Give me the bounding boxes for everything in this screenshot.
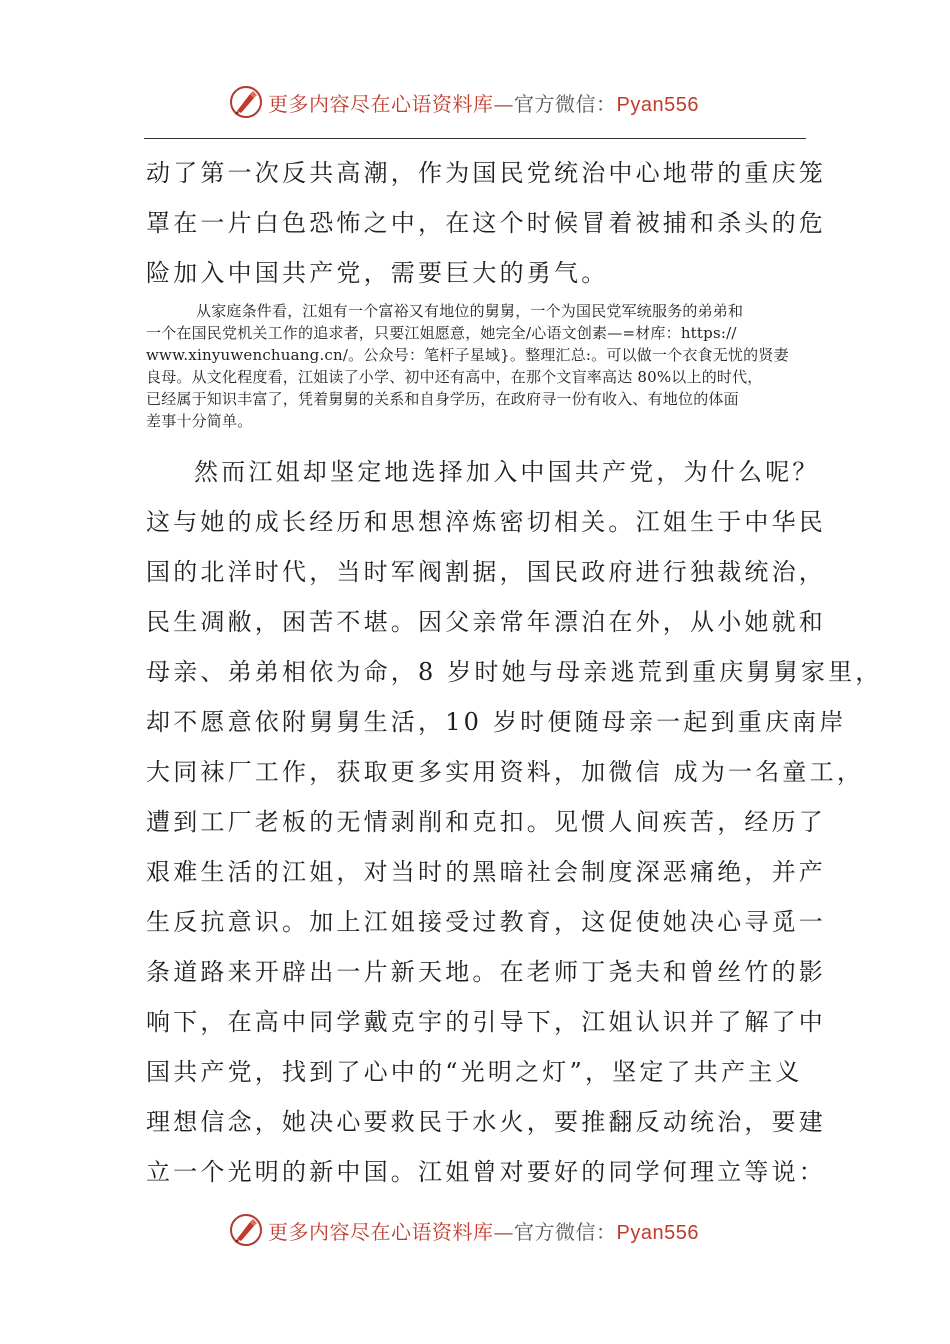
paragraph-1-line: 险加入中国共产党，需要巨大的勇气。 <box>146 259 609 287</box>
paragraph-2-line: 国的北洋时代，当时军阀割据，国民政府进行独裁统治， <box>146 558 826 586</box>
inserted-note-line: 差事十分简单。 <box>146 412 253 430</box>
paragraph-2-line: 却不愿意依附舅舅生活，10 岁时便随母亲一起到重庆南岸 <box>146 708 847 736</box>
header-watermark-banner <box>228 82 748 122</box>
paragraph-2-line: 国共产党，找到了心中的“光明之灯”，坚定了共产主义 <box>146 1058 803 1086</box>
header-wechat-id: Pyan556 <box>616 93 699 116</box>
header-site-text: 更多内容尽在心语资料库 <box>268 91 494 116</box>
header-separator: — <box>493 91 514 116</box>
header-wechat-label: 官方微信： <box>514 91 617 116</box>
paragraph-2-line: 响下，在高中同学戴克宇的引导下，江姐认识并了解了中 <box>146 1008 826 1036</box>
inserted-note-line: 一个在国民党机关工作的追求者，只要江姐愿意，她完全/心语文创素—=材库：https:// <box>146 324 737 342</box>
paragraph-2-line: 大同袜厂工作，获取更多实用资料，加微信 成为一名童工， <box>146 758 865 786</box>
paragraph-2-line: 遭到工厂老板的无情剥削和克扣。见惯人间疾苦，经历了 <box>146 808 826 836</box>
paragraph-2-line: 这与她的成长经历和思想淬炼密切相关。江姐生于中华民 <box>146 508 826 536</box>
inserted-note-line: 从家庭条件看，江姐有一个富裕又有地位的舅舅，一个为国民党军统服务的弟弟和 <box>196 302 744 320</box>
paragraph-1 <box>146 148 826 298</box>
pen-nib-logo-icon <box>228 84 264 120</box>
paragraph-1-line: 动了第一次反共高潮，作为国民党统治中心地带的重庆笼 <box>146 159 826 187</box>
paragraph-2-line: 然而江姐却坚定地选择加入中国共产党，为什么呢？ <box>194 458 820 486</box>
paragraph-2-line: 母亲、弟弟相依为命，8 岁时她与母亲逃荒到重庆舅舅家里， <box>146 658 883 686</box>
paragraph-2-line: 条道路来开辟出一片新天地。在老师丁尧夫和曾丝竹的影 <box>146 958 826 986</box>
paragraph-2-line: 生反抗意识。加上江姐接受过教育，这促使她决心寻觅一 <box>146 908 826 936</box>
footer-banner-text <box>268 1216 699 1245</box>
paragraph-2-line: 艰难生活的江姐，对当时的黑暗社会制度深恶痛绝，并产 <box>146 858 826 886</box>
paragraph-2-line: 立一个光明的新中国。江姐曾对要好的同学何理立等说： <box>146 1158 826 1186</box>
paragraph-2 <box>146 447 883 1197</box>
footer-watermark-banner <box>228 1210 748 1250</box>
paragraph-2-line: 理想信念，她决心要救民于水火，要推翻反动统治，要建 <box>146 1108 826 1136</box>
footer-wechat-id: Pyan556 <box>616 1221 699 1244</box>
inserted-note-line: 已经属于知识丰富了，凭着舅舅的关系和自身学历，在政府寻一份有收入、有地位的体面 <box>146 390 739 408</box>
pen-nib-logo-icon <box>228 1212 264 1248</box>
header-divider <box>144 138 806 139</box>
footer-site-text: 更多内容尽在心语资料库 <box>268 1219 494 1244</box>
paragraph-1-line: 罩在一片白色恐怖之中，在这个时候冒着被捕和杀头的危 <box>146 209 826 237</box>
inserted-note-line: 良母。从文化程度看，江姐读了小学、初中还有高中，在那个文盲率高达 80%以上的时代， <box>146 368 763 386</box>
paragraph-2-line: 民生凋敝，困苦不堪。因父亲常年漂泊在外，从小她就和 <box>146 608 826 636</box>
header-banner-text <box>268 88 699 117</box>
footer-separator: — <box>493 1219 514 1244</box>
footer-wechat-label: 官方微信： <box>514 1219 617 1244</box>
inserted-note-line: www.xinyuwenchuang.cn/。公众号：笔杆子星域}。整理汇总:。可以做一个衣食无忧的贤妻 <box>146 346 789 364</box>
inserted-note <box>146 300 816 432</box>
